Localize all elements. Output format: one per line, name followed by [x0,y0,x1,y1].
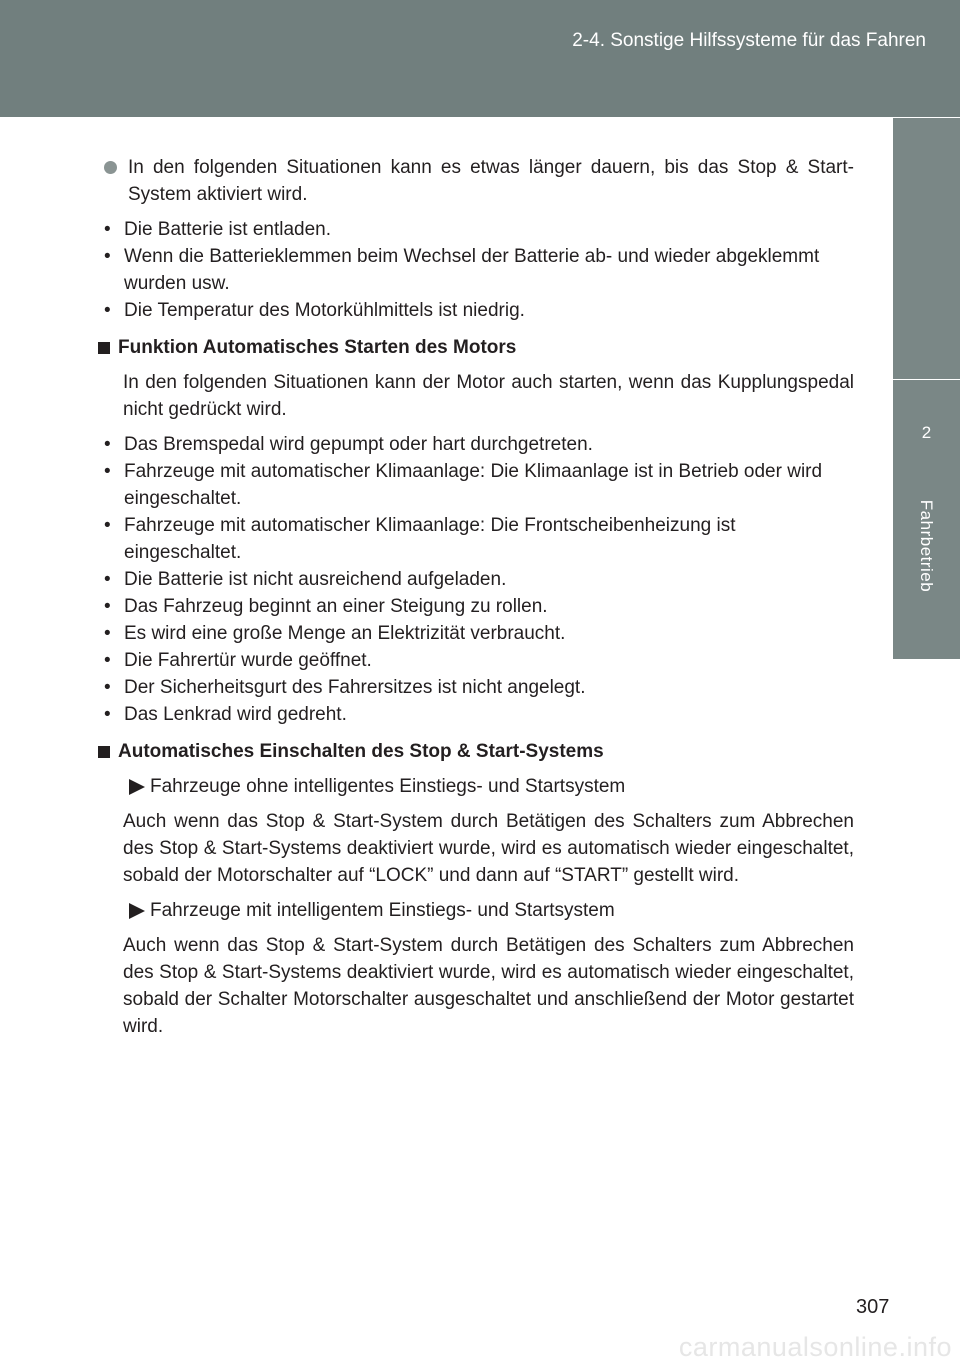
intro-note [104,154,854,208]
vehicle-variant-label [123,897,854,924]
list-item: • Das Fahrzeug beginnt an einer Steigung zu rollen. [104,593,854,620]
triangle-arrow-icon [129,903,145,919]
chapter-number: 2 [921,423,932,442]
section-heading-text: Automatisches Einschalten des Stop & Start-Systems [118,741,604,762]
round-bullet-icon [104,161,117,174]
chapter-label: Fahrbetrieb [917,499,936,593]
watermark: carmanualsonline.info [678,1332,952,1362]
page-header [0,0,960,117]
list-item: • Die Temperatur des Motorkühlmittels ist niedrig. [104,297,854,324]
section-title: 2-4. Sonstige Hilfssysteme für das Fahren [572,30,926,51]
intro-list [104,216,854,324]
list-item: • Der Sicherheitsgurt des Fahrersitzes ist nicht angelegt. [104,674,854,701]
section-text: In den folgenden Situationen kann der Motor auch starten, wenn das Kupplungspedal nicht gedrückt wird. [123,372,854,420]
list-item: • Die Batterie ist entladen. [104,216,854,243]
vehicle-variant-label [123,773,854,800]
square-bullet-icon [98,342,110,354]
square-bullet-icon [98,746,110,758]
list-item: • Das Lenkrad wird gedreht. [104,701,854,728]
vehicle-variant-text: Fahrzeuge mit intelligentem Einstiegs- und Startsystem [150,900,615,921]
list-item: • Wenn die Batterieklemmen beim Wechsel der Batterie ab- und wieder abgeklemmt wurden usw. [104,243,854,297]
section-heading [98,738,854,765]
chapter-tab-divider [893,117,960,118]
list-item: • Die Fahrertür wurde geöffnet. [104,647,854,674]
section-list [104,431,854,728]
list-item: • Die Batterie ist nicht ausreichend aufgeladen. [104,566,854,593]
page-number: 307 [856,1296,890,1318]
list-item: • Es wird eine große Menge an Elektrizität verbraucht. [104,620,854,647]
triangle-arrow-icon [129,779,145,795]
section-text: Auch wenn das Stop & Start-System durch Betätigen des Schalters zum Abbrechen des Stop & Start-Systems deaktiviert wurde, wird es automatisch wieder eingeschaltet, sobald der Motorschalter auf “LOCK” und dann auf “START” gestellt wird. [123,811,854,886]
list-item: • Fahrzeuge mit automatischer Klimaanlage: Die Klimaanlage ist in Betrieb oder wird eingeschaltet. [104,458,854,512]
intro-text: In den folgenden Situationen kann es etwas länger dauern, bis das Stop & Start-System aktiviert wird. [128,157,854,205]
vehicle-variant-text: Fahrzeuge ohne intelligentes Einstiegs- und Startsystem [150,776,626,797]
list-item: • Fahrzeuge mit automatischer Klimaanlage: Die Frontscheibenheizung ist eingeschaltet. [104,512,854,566]
section-heading-text: Funktion Automatisches Starten des Motors [118,337,517,358]
chapter-tab-divider [893,379,960,380]
list-item: • Das Bremspedal wird gepumpt oder hart durchgetreten. [104,431,854,458]
section-heading [98,334,854,361]
page-content [104,154,854,1040]
section-text: Auch wenn das Stop & Start-System durch Betätigen des Schalters zum Abbrechen des Stop & Start-Systems deaktiviert wurde, wird es automatisch wieder eingeschaltet, sobald der Schalter Motorschalter ausgeschaltet und anschließend der Motor gestartet wird. [123,935,854,1037]
